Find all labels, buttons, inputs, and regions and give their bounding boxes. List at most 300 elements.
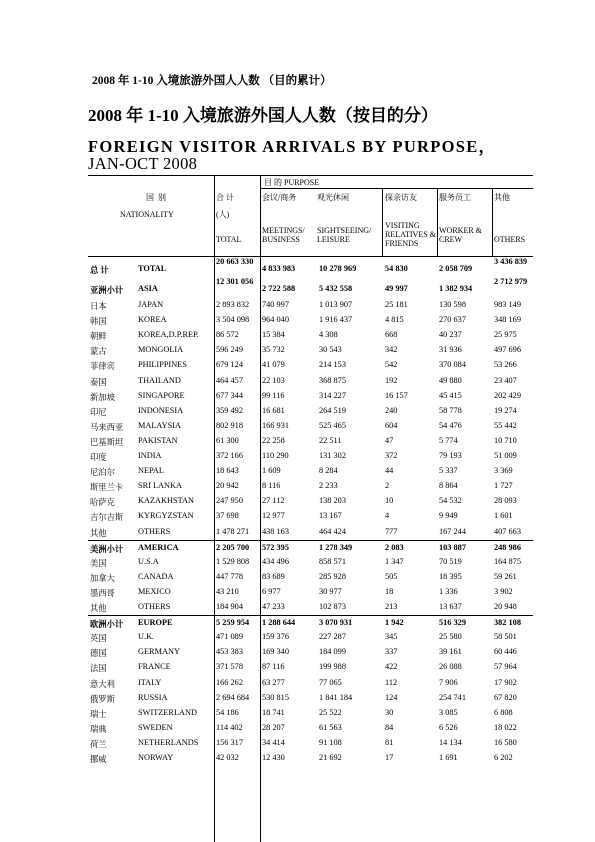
others-cell: 20 948 xyxy=(494,602,517,611)
visiting-cell: 124 xyxy=(385,692,398,702)
others-cell: 164 875 xyxy=(494,556,521,566)
total-cell: 1 529 808 xyxy=(216,556,250,566)
business-cell: 18 741 xyxy=(262,707,285,717)
worker-cell: 130 598 xyxy=(439,300,466,309)
business-cell: 63 277 xyxy=(262,677,285,687)
others-cell: 10 710 xyxy=(494,435,517,445)
business-cell: 1 609 xyxy=(262,466,281,476)
business-cell: 572 395 xyxy=(262,542,289,552)
total-cell: 12 301 056 xyxy=(216,277,254,286)
country-cn: 蒙古 xyxy=(90,347,107,357)
total-cell: 156 317 xyxy=(216,737,243,747)
table-row xyxy=(88,404,533,419)
country-en: MONGOLIA xyxy=(138,345,184,355)
country-en: INDONESIA xyxy=(138,405,184,415)
others-cell: 60 446 xyxy=(494,647,517,657)
country-en: U.S.A xyxy=(138,556,159,566)
business-cell: 4 833 983 xyxy=(262,264,296,273)
others-header-cn: 其他 xyxy=(494,193,510,202)
leisure-cell: 464 424 xyxy=(319,526,346,536)
others-cell: 17 902 xyxy=(494,677,517,687)
leisure-cell: 1 278 349 xyxy=(319,542,353,552)
others-cell: 3 902 xyxy=(494,586,513,596)
country-en: FRANCE xyxy=(138,662,171,672)
country-cn: 哈萨克 xyxy=(90,498,115,508)
business-cell: 16 681 xyxy=(262,405,285,415)
worker-cell: 8 864 xyxy=(439,481,458,491)
others-cell: 497 696 xyxy=(494,345,521,355)
country-en: PAKISTAN xyxy=(138,435,178,445)
worker-cell: 1 691 xyxy=(439,753,458,762)
total-cell: 447 778 xyxy=(216,571,243,581)
visiting-cell: 2 083 xyxy=(385,542,404,552)
visiting-cell: 542 xyxy=(385,360,398,370)
country-cn: 巴基斯坦 xyxy=(90,437,124,447)
business-cell: 159 376 xyxy=(262,632,289,642)
country-cn: 德国 xyxy=(90,649,107,659)
table-row xyxy=(88,660,533,675)
total-cell: 18 643 xyxy=(216,466,239,476)
total-cell: 3 504 098 xyxy=(216,315,250,325)
leisure-cell: 4 308 xyxy=(319,330,338,340)
table-row xyxy=(88,721,533,736)
table-row xyxy=(88,736,533,751)
visiting-cell: 668 xyxy=(385,330,398,340)
country-cn: 斯里兰卡 xyxy=(90,483,124,493)
others-cell: 59 261 xyxy=(494,571,517,581)
others-cell: 2 712 979 xyxy=(494,277,528,286)
leisure-cell: 184 099 xyxy=(319,647,346,657)
country-en: KAZAKHSTAN xyxy=(138,496,195,506)
country-en: TOTAL xyxy=(138,264,167,273)
country-en: RUSSIA xyxy=(138,692,168,702)
worker-cell: 5 337 xyxy=(439,466,458,476)
leisure-cell: 2 233 xyxy=(319,481,338,491)
country-cn: 印度 xyxy=(90,453,107,462)
worker-cell: 370 084 xyxy=(439,360,466,370)
country-cn: 美国 xyxy=(90,558,107,568)
business-header-en: MEETINGS/ BUSINESS xyxy=(262,226,305,244)
worker-cell: 103 887 xyxy=(439,542,466,552)
visiting-cell: 372 xyxy=(385,451,398,460)
table-row xyxy=(88,691,533,706)
visiting-header-cn: 探亲访友 xyxy=(385,193,417,202)
table-row xyxy=(88,258,533,278)
country-en: THAILAND xyxy=(138,375,181,385)
column-divider xyxy=(382,188,383,256)
worker-cell: 45 415 xyxy=(439,390,462,400)
country-cn: 瑞士 xyxy=(90,709,107,719)
country-en: EUROPE xyxy=(138,618,173,628)
leisure-cell: 285 928 xyxy=(319,571,346,581)
visiting-cell: 25 181 xyxy=(385,300,408,309)
country-en: GERMANY xyxy=(138,647,180,657)
others-cell: 57 964 xyxy=(494,662,517,672)
table-row xyxy=(88,374,533,389)
leisure-cell: 30 977 xyxy=(319,586,342,596)
country-en: ASIA xyxy=(138,284,158,293)
leisure-cell: 1 841 184 xyxy=(319,692,353,702)
business-cell: 35 732 xyxy=(262,345,285,355)
worker-cell: 40 237 xyxy=(439,330,462,340)
column-divider xyxy=(492,188,493,256)
table-row xyxy=(88,358,533,373)
business-cell: 2 722 588 xyxy=(262,284,296,293)
table-row xyxy=(88,343,533,358)
country-cn: 欧洲小计 xyxy=(90,620,124,630)
country-cn: 瑞典 xyxy=(90,724,107,734)
country-en: AMERICA xyxy=(138,542,179,552)
visiting-cell: 47 xyxy=(385,435,394,445)
leisure-cell: 77 065 xyxy=(319,677,342,687)
visiting-cell: 422 xyxy=(385,662,398,672)
total-cell: 371 578 xyxy=(216,662,243,672)
country-cn: 印尼 xyxy=(90,407,107,417)
total-cell: 61 300 xyxy=(216,435,239,445)
others-cell: 23 407 xyxy=(494,375,517,385)
total-cell: 37 698 xyxy=(216,511,239,521)
others-cell: 25 975 xyxy=(494,330,517,340)
visiting-cell: 16 157 xyxy=(385,390,408,400)
visiting-cell: 44 xyxy=(385,466,394,476)
worker-cell: 39 161 xyxy=(439,647,462,657)
worker-cell: 14 134 xyxy=(439,737,462,747)
worker-header-cn: 服务员工 xyxy=(439,193,471,202)
table-top-rule xyxy=(88,175,533,176)
country-en: OTHERS xyxy=(138,602,171,611)
others-cell: 28 093 xyxy=(494,496,517,506)
table-row xyxy=(88,630,533,645)
visiting-cell: 1 347 xyxy=(385,556,404,566)
total-cell: 2 893 832 xyxy=(216,300,250,309)
worker-cell: 31 936 xyxy=(439,345,462,355)
others-cell: 6 202 xyxy=(494,753,513,762)
total-header-cn: 合 计 xyxy=(216,193,234,202)
worker-cell: 1 336 xyxy=(439,586,458,596)
country-en: KOREA xyxy=(138,315,167,325)
worker-cell: 54 476 xyxy=(439,420,462,430)
total-cell: 114 402 xyxy=(216,722,243,732)
country-en: OTHERS xyxy=(138,526,171,536)
leisure-cell: 858 571 xyxy=(319,556,346,566)
visiting-cell: 49 997 xyxy=(385,284,408,293)
business-cell: 34 414 xyxy=(262,737,285,747)
leisure-cell: 138 203 xyxy=(319,496,346,506)
business-cell: 15 384 xyxy=(262,330,285,340)
worker-cell: 1 382 934 xyxy=(439,284,473,293)
visiting-cell: 10 xyxy=(385,496,394,506)
table-row xyxy=(88,676,533,691)
country-cn: 韩国 xyxy=(90,317,107,327)
visiting-cell: 4 xyxy=(385,511,390,521)
leisure-cell: 30 543 xyxy=(319,345,342,355)
leisure-cell: 102 873 xyxy=(319,602,346,611)
table-row xyxy=(88,585,533,600)
leisure-cell: 21 692 xyxy=(319,753,342,762)
title-chinese: 2008 年 1-10 入境旅游外国人人数（按目的分） xyxy=(88,106,438,125)
table-row xyxy=(88,509,533,524)
others-cell: 983 149 xyxy=(494,300,521,309)
total-cell: 679 124 xyxy=(216,360,243,370)
country-cn: 日本 xyxy=(90,302,107,311)
country-cn: 其他 xyxy=(90,604,107,613)
total-cell: 464 457 xyxy=(216,375,243,385)
worker-cell: 2 058 709 xyxy=(439,264,473,273)
total-cell: 453 383 xyxy=(216,647,243,657)
visiting-cell: 505 xyxy=(385,571,398,581)
visiting-cell: 81 xyxy=(385,737,394,747)
total-cell: 20 663 330 xyxy=(216,257,254,266)
country-cn: 荷兰 xyxy=(90,739,107,749)
table-row xyxy=(88,298,533,313)
others-cell: 1 727 xyxy=(494,481,513,491)
worker-cell: 25 580 xyxy=(439,632,462,642)
leisure-cell: 1 916 437 xyxy=(319,315,353,325)
worker-cell: 3 085 xyxy=(439,707,458,717)
table-row xyxy=(88,419,533,434)
worker-cell: 54 532 xyxy=(439,496,462,506)
visiting-cell: 2 xyxy=(385,481,390,491)
business-cell: 169 340 xyxy=(262,647,289,657)
visiting-cell: 17 xyxy=(385,753,394,762)
business-cell: 8 116 xyxy=(262,481,281,491)
business-cell: 438 163 xyxy=(262,526,289,536)
visiting-cell: 777 xyxy=(385,526,398,536)
others-cell: 3 436 839 xyxy=(494,257,528,266)
country-cn: 其他 xyxy=(90,528,107,538)
total-cell: 802 918 xyxy=(216,420,243,430)
country-en: INDIA xyxy=(138,451,162,460)
visiting-cell: 112 xyxy=(385,677,398,687)
country-en: SWITZERLAND xyxy=(138,707,197,717)
leisure-cell: 525 465 xyxy=(319,420,346,430)
worker-cell: 13 637 xyxy=(439,602,462,611)
business-cell: 12 977 xyxy=(262,511,285,521)
leisure-cell: 314 227 xyxy=(319,390,346,400)
country-en: CANADA xyxy=(138,571,174,581)
others-cell: 16 580 xyxy=(494,737,517,747)
worker-cell: 167 244 xyxy=(439,526,466,536)
visiting-cell: 30 xyxy=(385,707,394,717)
title-english-line1: FOREIGN VISITOR ARRIVALS BY PURPOSE， xyxy=(88,137,497,156)
worker-cell: 79 193 xyxy=(439,451,462,460)
business-cell: 28 207 xyxy=(262,722,285,732)
worker-cell: 18 395 xyxy=(439,571,462,581)
others-cell: 407 663 xyxy=(494,526,521,536)
total-cell: 471 089 xyxy=(216,632,243,642)
worker-cell: 6 526 xyxy=(439,722,458,732)
others-cell: 382 108 xyxy=(494,618,521,628)
others-cell: 51 009 xyxy=(494,451,517,460)
country-en: JAPAN xyxy=(138,300,164,309)
total-cell: 359 492 xyxy=(216,405,243,415)
leisure-cell: 1 013 907 xyxy=(319,300,353,309)
country-cn: 加拿大 xyxy=(90,573,115,583)
table-row xyxy=(88,278,533,298)
country-en: PHILIPPINES xyxy=(138,360,187,370)
total-header-en: TOTAL xyxy=(216,235,242,244)
worker-header-en: WORKER & CREW xyxy=(439,226,482,244)
total-cell: 596 249 xyxy=(216,345,243,355)
visiting-cell: 54 830 xyxy=(385,264,408,273)
business-cell: 12 430 xyxy=(262,753,285,762)
total-cell: 247 950 xyxy=(216,496,243,506)
leisure-cell: 10 278 969 xyxy=(319,264,357,273)
visiting-cell: 213 xyxy=(385,602,398,611)
table-row xyxy=(88,389,533,404)
leisure-cell: 264 519 xyxy=(319,405,346,415)
table-row xyxy=(88,540,533,556)
leisure-cell: 199 988 xyxy=(319,662,346,672)
country-cn: 泰国 xyxy=(90,377,107,387)
business-cell: 110 290 xyxy=(262,451,289,460)
table-row xyxy=(88,615,533,631)
country-cn: 美洲小计 xyxy=(90,544,124,554)
business-cell: 434 496 xyxy=(262,556,289,566)
purpose-header: 目 的 PURPOSE xyxy=(264,178,320,187)
country-en: KYRGYZSTAN xyxy=(138,511,194,521)
total-cell: 166 262 xyxy=(216,677,243,687)
total-cell: 20 942 xyxy=(216,481,239,491)
visiting-cell: 240 xyxy=(385,405,398,415)
visiting-header-en: VISITING RELATIVES & FRIENDS xyxy=(385,221,436,248)
business-cell: 6 977 xyxy=(262,586,281,596)
title-english-line2: JAN-OCT 2008 xyxy=(88,154,198,173)
total-cell: 2 694 684 xyxy=(216,692,250,702)
total-cell: 2 205 700 xyxy=(216,542,250,552)
country-en: MALAYSIA xyxy=(138,420,182,430)
leisure-cell: 5 432 558 xyxy=(319,284,353,293)
country-cn: 新加坡 xyxy=(90,392,115,402)
table-row xyxy=(88,706,533,721)
table-row xyxy=(88,525,533,540)
table-row xyxy=(88,449,533,464)
worker-cell: 9 949 xyxy=(439,511,458,521)
total-header-unit: (人) xyxy=(216,210,230,219)
total-cell: 372 166 xyxy=(216,451,243,460)
business-cell: 83 689 xyxy=(262,571,285,581)
others-cell: 6 808 xyxy=(494,707,513,717)
total-cell: 184 904 xyxy=(216,602,243,611)
country-en: U.K. xyxy=(138,632,155,642)
country-cn: 法国 xyxy=(90,664,107,674)
country-cn: 马来西亚 xyxy=(90,422,124,432)
leisure-cell: 3 070 931 xyxy=(319,618,353,628)
worker-cell: 70 519 xyxy=(439,556,462,566)
table-row xyxy=(88,313,533,328)
country-cn: 吉尔吉斯 xyxy=(90,513,124,523)
visiting-cell: 84 xyxy=(385,722,394,732)
total-cell: 54 186 xyxy=(216,707,239,717)
table-row xyxy=(88,464,533,479)
leisure-cell: 131 302 xyxy=(319,451,346,460)
country-cn: 总 计 xyxy=(90,266,109,275)
country-cn: 挪威 xyxy=(90,755,107,764)
worker-cell: 7 906 xyxy=(439,677,458,687)
worker-cell: 49 880 xyxy=(439,375,462,385)
worker-cell: 254 741 xyxy=(439,692,466,702)
country-cn: 英国 xyxy=(90,634,107,644)
worker-cell: 5 774 xyxy=(439,435,458,445)
table-row xyxy=(88,570,533,585)
others-cell: 67 820 xyxy=(494,692,517,702)
leisure-cell: 227 287 xyxy=(319,632,346,642)
table-row xyxy=(88,434,533,449)
leisure-cell: 22 511 xyxy=(319,435,342,445)
business-cell: 166 931 xyxy=(262,420,289,430)
leisure-cell: 25 522 xyxy=(319,707,342,717)
total-cell: 86 572 xyxy=(216,330,239,340)
business-header-cn: 会议/商务 xyxy=(262,193,297,202)
country-en: SRI LANKA xyxy=(138,481,183,491)
table-row xyxy=(88,479,533,494)
leisure-cell: 13 167 xyxy=(319,511,342,521)
leisure-cell: 8 284 xyxy=(319,466,338,476)
nationality-header-en: NATIONALITY xyxy=(120,210,174,219)
business-cell: 1 288 644 xyxy=(262,618,296,628)
country-en: NETHERLANDS xyxy=(138,737,199,747)
leisure-header-en: SIGHTSEEING/ LEISURE xyxy=(317,226,372,244)
visiting-cell: 337 xyxy=(385,647,398,657)
country-en: NEPAL xyxy=(138,466,164,476)
running-header: 2008 年 1-10 入境旅游外国人人数 （目的累计） xyxy=(92,75,332,87)
table-row xyxy=(88,600,533,615)
country-cn: 俄罗斯 xyxy=(90,694,115,704)
leisure-cell: 368 875 xyxy=(319,375,346,385)
business-cell: 27 112 xyxy=(262,496,285,506)
business-cell: 22 258 xyxy=(262,435,285,445)
visiting-cell: 192 xyxy=(385,375,398,385)
total-cell: 1 478 271 xyxy=(216,526,250,536)
business-cell: 964 040 xyxy=(262,315,289,325)
total-cell: 677 344 xyxy=(216,390,243,400)
country-en: ITALY xyxy=(138,677,162,687)
table-row xyxy=(88,328,533,343)
leisure-cell: 61 563 xyxy=(319,722,342,732)
country-cn: 菲律宾 xyxy=(90,362,115,372)
worker-cell: 516 329 xyxy=(439,618,466,628)
visiting-cell: 4 815 xyxy=(385,315,404,325)
others-cell: 202 429 xyxy=(494,390,521,400)
worker-cell: 270 637 xyxy=(439,315,466,325)
others-cell: 348 169 xyxy=(494,315,521,325)
country-en: KOREA,D.P.REP. xyxy=(138,330,199,340)
country-en: NORWAY xyxy=(138,753,174,762)
total-cell: 5 259 954 xyxy=(216,618,250,628)
country-cn: 尼泊尔 xyxy=(90,468,115,478)
worker-cell: 58 778 xyxy=(439,405,462,415)
others-cell: 1 601 xyxy=(494,511,513,521)
header-bottom-rule xyxy=(88,256,533,257)
leisure-header-cn: 观光休闲 xyxy=(317,193,349,202)
country-en: SWEDEN xyxy=(138,722,173,732)
visiting-cell: 1 942 xyxy=(385,618,404,628)
visiting-cell: 604 xyxy=(385,420,398,430)
country-cn: 朝鲜 xyxy=(90,332,107,342)
visiting-cell: 18 xyxy=(385,586,394,596)
business-cell: 22 103 xyxy=(262,375,285,385)
business-cell: 530 815 xyxy=(262,692,289,702)
country-en: MEXICO xyxy=(138,586,171,596)
total-cell: 42 032 xyxy=(216,753,239,762)
business-cell: 740 997 xyxy=(262,300,289,309)
visiting-cell: 342 xyxy=(385,345,398,355)
leisure-cell: 214 153 xyxy=(319,360,346,370)
table-row xyxy=(88,645,533,660)
others-cell: 53 266 xyxy=(494,360,517,370)
business-cell: 41 079 xyxy=(262,360,285,370)
visiting-cell: 345 xyxy=(385,632,398,642)
